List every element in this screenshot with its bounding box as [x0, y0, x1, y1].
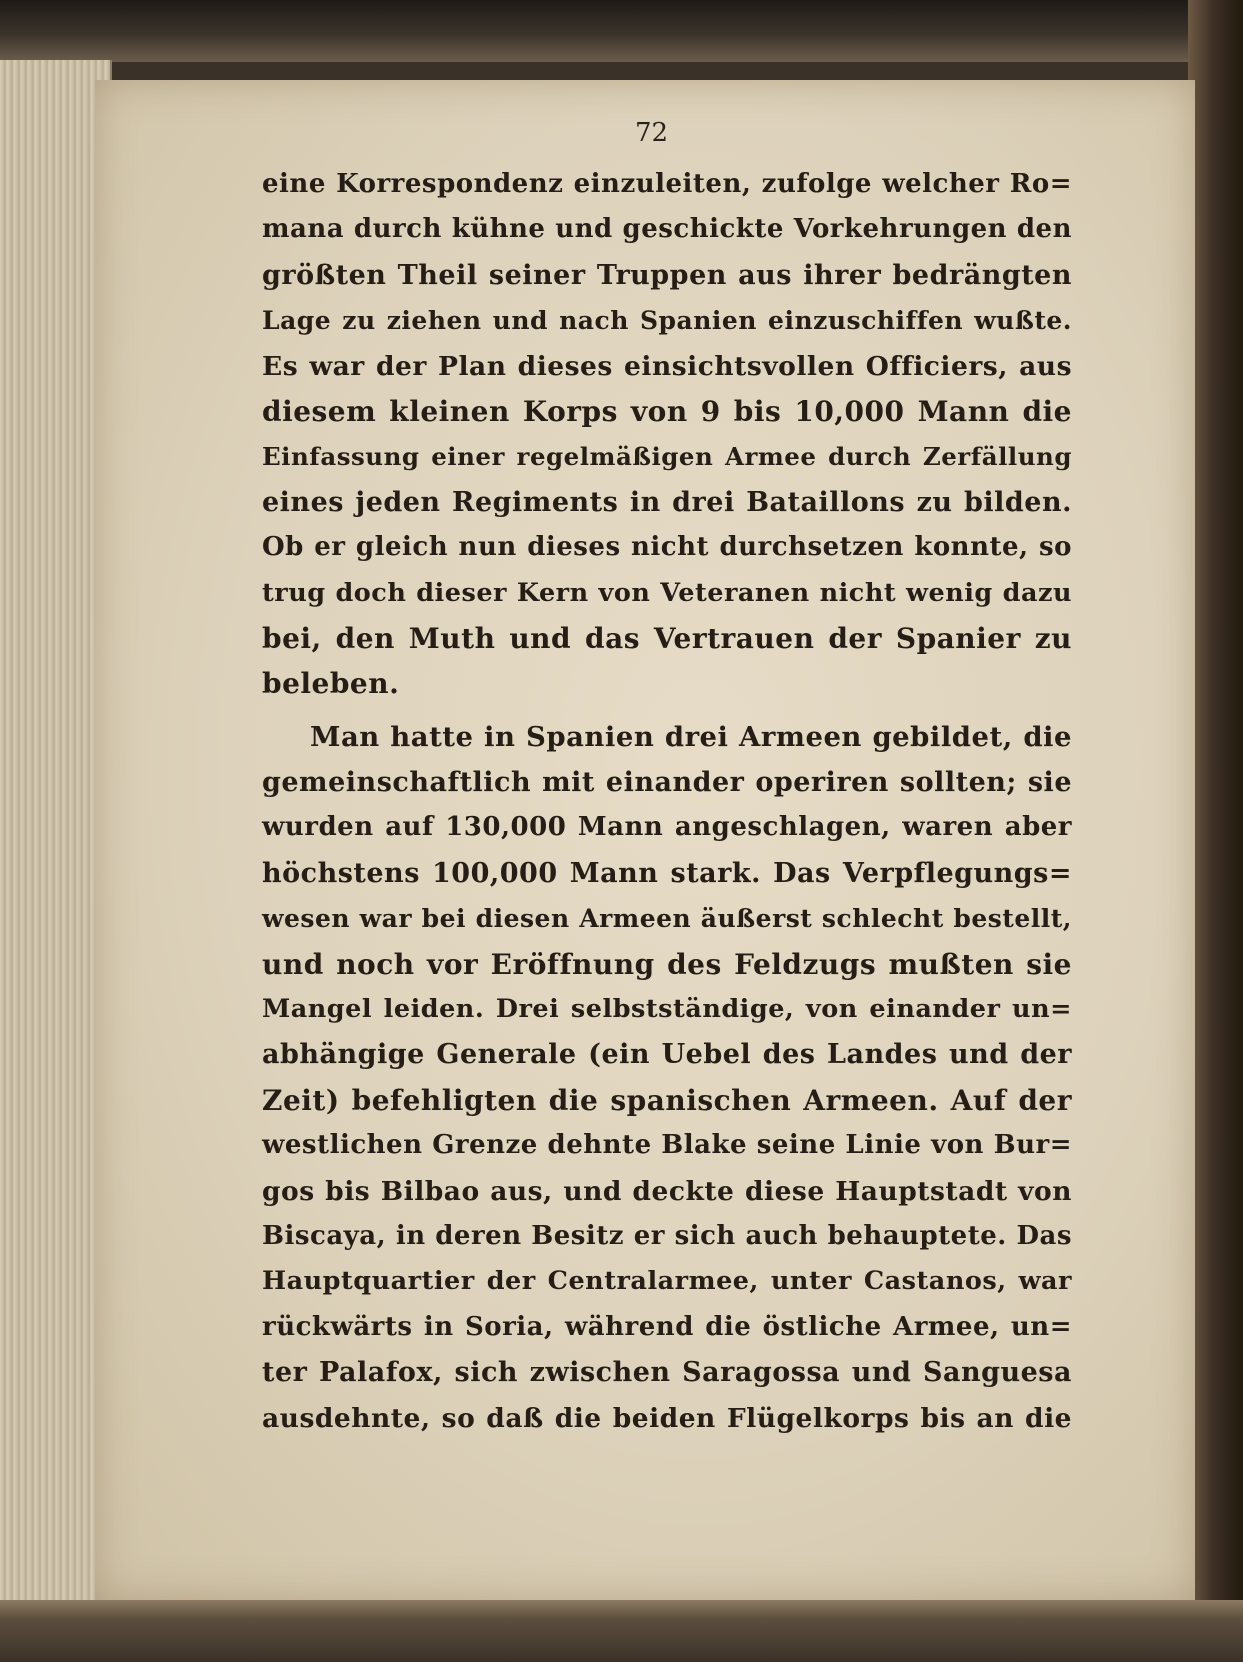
text-line: gos bis Bilbao aus, und deckte diese Hauptstadt von [262, 1175, 1072, 1207]
text-line: beleben. [262, 667, 400, 701]
text-line: Es war der Plan dieses einsichtsvollen Officiers, aus [262, 350, 1072, 382]
text-line: trug doch dieser Kern von Veteranen nicht wenig dazu [262, 577, 1072, 608]
text-line: mana durch kühne und geschickte Vorkehrungen den [262, 214, 1072, 245]
book-spine [1188, 0, 1243, 1662]
text-line: höchstens 100,000 Mann stark. Das Verpflegungs= [262, 857, 1072, 889]
text-line: diesem kleinen Korps von 9 bis 10,000 Mann die [262, 394, 1072, 428]
text-line: Man hatte in Spanien drei Armeen gebildet, die [310, 720, 1072, 753]
text-line: Hauptquartier der Centralarmee, unter Castanos, war [262, 1266, 1072, 1297]
text-line: Einfassung einer regelmäßigen Armee durch Zerfällung [262, 442, 1072, 472]
text-line: Biscaya, in deren Besitz er sich auch behauptete. Das [262, 1220, 1072, 1251]
text-line: und noch vor Eröffnung des Feldzugs mußten sie [262, 947, 1072, 981]
text-line: ausdehnte, so daß die beiden Flügelkorps bis an die [262, 1402, 1072, 1434]
text-line: wesen war bei diesen Armeen äußerst schlecht bestellt, [262, 904, 1072, 934]
text-line: Ob er gleich nun dieses nicht durchsetzen konnte, so [262, 532, 1072, 563]
paragraph-2 [262, 715, 1072, 1441]
text-line: eines jeden Regiments in drei Bataillons zu bilden. [262, 486, 1072, 518]
text-line: Lage zu ziehen und nach Spanien einzuschiffen wußte. [262, 306, 1072, 336]
text-line: Zeit) befehligten die spanischen Armeen. Auf der [262, 1083, 1072, 1117]
text-line: abhängige Generale (ein Uebel des Landes und der [262, 1039, 1072, 1071]
page-number: 72 [635, 118, 669, 148]
book-binding-bottom [0, 1600, 1243, 1662]
text-line: gemeinschaftlich mit einander operiren sollten; sie [262, 767, 1072, 799]
text-line: größten Theil seiner Truppen aus ihrer bedrängten [262, 259, 1072, 291]
text-line: bei, den Muth und das Vertrauen der Spanier zu [262, 621, 1072, 655]
paragraph-1 [262, 162, 1072, 707]
text-line: ter Palafox, sich zwischen Saragossa und Sanguesa [262, 1357, 1072, 1389]
text-line: rückwärts in Soria, während die östliche Armee, un= [262, 1311, 1072, 1342]
body-text [262, 162, 1072, 1441]
text-line: westlichen Grenze dehnte Blake seine Linie von Bur= [262, 1130, 1072, 1161]
text-line: Mangel leiden. Drei selbstständige, von einander un= [262, 994, 1072, 1025]
text-line: eine Korrespondenz einzuleiten, zufolge welcher Ro= [262, 169, 1072, 199]
paragraph-gap [262, 707, 1072, 715]
book-binding-top [0, 0, 1243, 62]
text-line: wurden auf 130,000 Mann angeschlagen, waren aber [262, 812, 1072, 843]
